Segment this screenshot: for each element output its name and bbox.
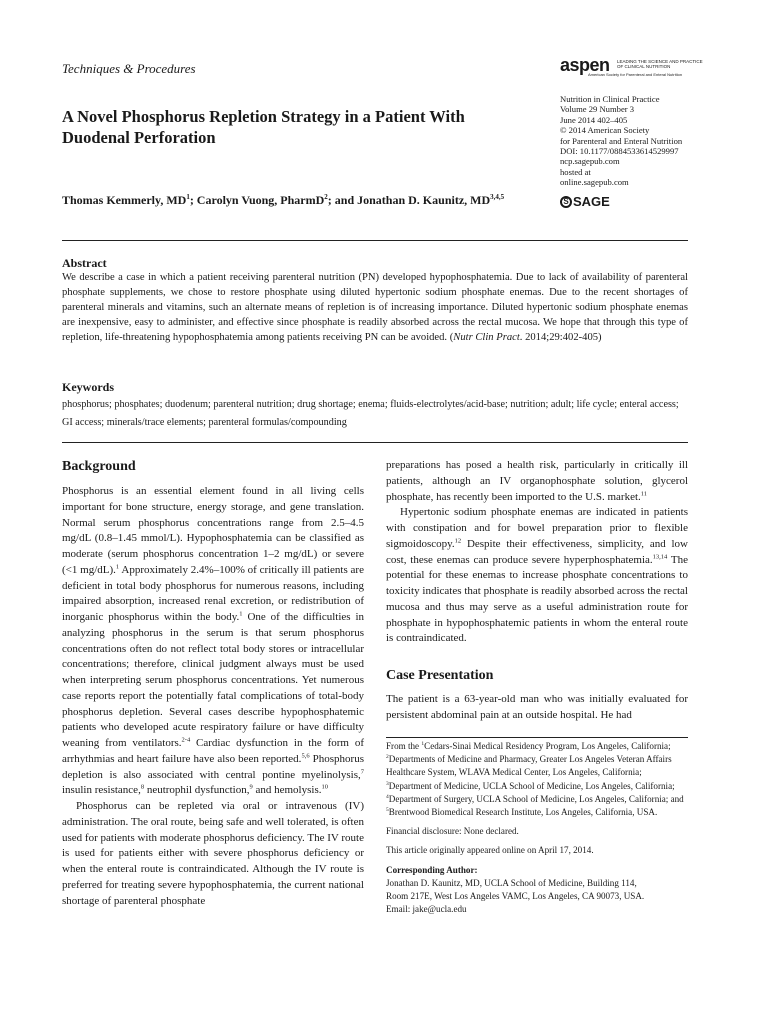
aspen-logo-word: aspen	[560, 55, 610, 75]
author-name: ; Carolyn Vuong, PharmD	[189, 193, 325, 207]
case-presentation-text	[386, 692, 688, 724]
author-name: ; and Jonathan D. Kaunitz, MD	[327, 193, 491, 207]
journal-info-line: hosted at	[560, 166, 591, 177]
corresponding-author-heading: Corresponding Author:	[386, 864, 478, 875]
corresponding-author-line: Room 217E, West Los Angeles VAMC, Los Angeles, CA 90073, USA.	[386, 891, 645, 902]
corresponding-author-email[interactable]: Email: jake@ucla.edu	[386, 904, 467, 915]
abstract-divider	[62, 442, 688, 443]
aspen-logo-tagline: LEADING THE SCIENCE AND PRACTICE OF CLINICAL NUTRITION	[617, 59, 703, 69]
keywords-text: phosphorus; phosphates; duodenum; parenteral nutrition; drug shortage; enema; fluids-electrolytes/acid-base; nutrition; adult; life cycle; enteral access; GI access; minerals/trace elements; parenteral formulas/compounding	[62, 399, 679, 428]
affiliation-marker: 3,4,5	[490, 193, 505, 201]
journal-info-line: Volume 29 Number 3	[560, 104, 635, 115]
sage-mark-icon: S	[560, 196, 572, 208]
right-column-text	[386, 458, 688, 647]
journal-info-line: June 2014 402–405	[560, 114, 628, 125]
background-column	[62, 484, 364, 909]
abstract-citation-rest: . 2014;29:402-405)	[519, 332, 602, 343]
header-divider	[62, 240, 688, 241]
author-list	[62, 193, 532, 208]
corresponding-author-line: Jonathan D. Kaunitz, MD, UCLA School of Medicine, Building 114,	[386, 877, 637, 888]
background-paragraph: Phosphorus is an essential element found in all living cells important for bone structure, energy storage, and gene translation. Normal serum phosphorus concentrations range from 2.5–4.5 mg/dL (0.8–1.45 mmol/L). Hypophosphatemia can be classified as moderate (serum phosphorus concentration 1–2 mg/dL) or severe (<1 mg/dL).$^1$ Approximately 2.4%–100% of critically ill patients are deficient in total body phosphorus for numerous reasons, including impaired absorption, increased renal excretion, or redistribution of inorganic phosphorus within the body.$^1$ One of the difficulties in analyzing phosphorus in the serum is that serum phosphorus concentrations often do not reflect total body stores or intracellular concentrations; therefore, clinical judgment always must be used when interpreting serum phosphorus concentrations. Yet numerous case reports report the potentially fatal complications of total-body phosphorus depletion. Several cases describe hypophosphatemic patients who developed acute respiratory failure or have difficulty weaning from ventilators.$^{2-4}$ Cardiac dysfunction in the form of arrhythmias and heart failure have also been reported.$^{5,6}$ Phosphorus depletion is also associated with central pontine myelinolysis,$^7$ insulin resistance,$^8$ neutrophil dysfunction,$^9$ and hemolysis.$^{10}$	[62, 485, 365, 797]
article-title: A Novel Phosphorus Repletion Strategy in a Patient With Duodenal Perforation	[62, 107, 465, 147]
section-label: Techniques & Procedures	[62, 61, 196, 76]
aspen-logo-subtitle: American Society for Parenteral and Enteral Nutrition	[588, 72, 683, 77]
sage-logo-text: SAGE	[573, 194, 610, 209]
author-name: Thomas Kemmerly, MD	[62, 193, 187, 207]
affiliation-marker: 1	[186, 193, 190, 201]
body-paragraph: preparations has posed a health risk, particularly in critically ill patients, although an IV organophosphate solution, glycerol phosphate, has recently been imported to the U.S. market.$^{11}$	[386, 459, 688, 503]
abstract-body: We describe a case in which a patient receiving parenteral nutrition (PN) developed hypophosphatemia. Due to lack of availability of parenteral phosphate supplements, we chose to restore phosphate using diluted hypertonic sodium phosphate enemas. Due to the recent shortages of parenteral minerals and vitamins, such an alternate means of repletion is of increasing importance. Diluted hypertonic sodium phosphate enemas are inexpensive, easy to administer, and effective since phosphate is readily absorbed across the rectal mucosa. We hope that through this type of repletion, life-threatening hypophosphatemia among patients receiving PN can be avoided. (	[62, 272, 688, 343]
journal-info-line: for Parenteral and Enteral Nutrition	[560, 135, 683, 146]
journal-info-line: ncp.sagepub.com	[560, 156, 620, 167]
abstract-heading: Abstract	[62, 256, 107, 270]
keywords-heading: Keywords	[62, 380, 114, 394]
sage-logo	[560, 194, 610, 209]
journal-info-line: DOI: 10.1177/0884533614529997	[560, 146, 679, 157]
abstract-text	[62, 270, 688, 345]
journal-info-line: © 2014 American Society	[560, 125, 650, 136]
journal-info	[560, 94, 750, 188]
body-paragraph: Hypertonic sodium phosphate enemas are indicated in patients with constipation and for bowel preparation prior to flexible sigmoidoscopy.$^{12}$ Despite their effectiveness, simplicity, and low cost, these enemas can produce severe hyperphosphatemia.$^{13,14}$ The potential for these enemas to increase phosphate concentrations to toxicity indicates that phosphate is readily absorbed across the rectal mucosa and thus may serve as a useful administration route for phosphate in hypophosphatemic patients in whom the enteral route is contraindicated.	[386, 506, 689, 645]
footnotes	[386, 740, 688, 916]
footnote-divider	[386, 737, 688, 738]
body-paragraph: The patient is a 63-year-old man who was initially evaluated for persistent abdominal pain at an outside hospital. He had	[386, 693, 688, 721]
financial-disclosure: Financial disclosure: None declared.	[386, 826, 519, 837]
case-presentation-heading: Case Presentation	[386, 668, 494, 683]
abstract-citation-journal: Nutr Clin Pract	[453, 332, 520, 343]
online-date-note: This article originally appeared online on April 17, 2014.	[386, 845, 594, 856]
journal-info-line: online.sagepub.com	[560, 177, 629, 188]
background-paragraph: Phosphorus can be repleted via oral or intravenous (IV) administration. The oral route, being safe and well tolerated, is often used for patients with moderate phosphorus deficiency. The IV route is used for patients either with severe phosphorus deficiency or when the enteral route is contraindicated. Although the IV route is preferred for treating severe hypophosphatemia, the current national shortage of parenteral phosphate	[62, 800, 364, 907]
affiliation-marker: 2	[324, 193, 328, 201]
affiliations-note: From the $^1$Cedars-Sinai Medical Residency Program, Los Angeles, California; $^2$Departments of Medicine and Pharmacy, Greater Los Angeles Veteran Affairs Healthcare System, WLAVA Medical Center, Los Angeles, California; $^3$Department of Medicine, UCLA School of Medicine, Los Angeles, California; $^4$Department of Surgery, UCLA School of Medicine, Los Angeles, California; and $^5$Brentwood Biomedical Research Institute, Los Angeles, California, USA.	[386, 740, 684, 818]
journal-info-line: Nutrition in Clinical Practice	[560, 94, 660, 104]
background-heading: Background	[62, 459, 136, 474]
